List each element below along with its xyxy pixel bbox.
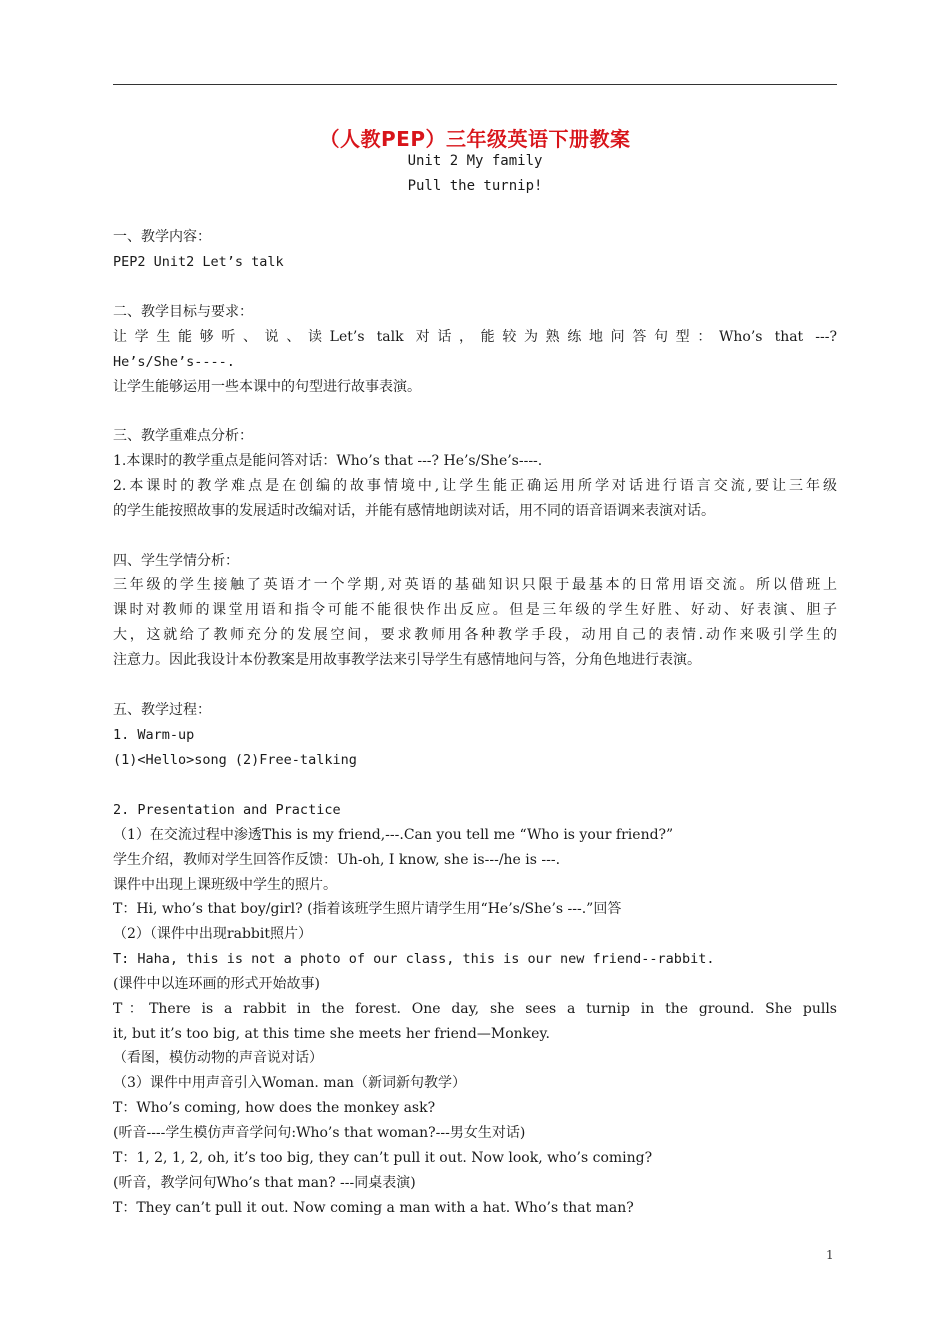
header-rule <box>113 84 837 85</box>
lesson-subtitle: Pull the turnip! <box>407 178 543 194</box>
section-heading: 五、教学过程： <box>113 702 211 718</box>
page-number: 1 <box>826 1248 834 1262</box>
document-title: （人教PEP）三年级英语下册教案 <box>319 127 631 151</box>
section-heading: 一、教学内容： <box>113 229 211 245</box>
paragraph-line: it, but it’s too big, at this time she meets her friend—Monkey. <box>113 1026 550 1042</box>
paragraph-line: 大，这就给了教师充分的发展空间，要求教师用各种教学手段，动用自己的表情.动作来吸引学生的 <box>113 627 837 643</box>
paragraph-line: He’s/She’s----. <box>113 354 235 370</box>
paragraph-line: (听音，教学问句Who’s that man? ---同桌表演) <box>113 1175 416 1191</box>
paragraph-line: （3）课件中用声音引入Woman. man（新词新句教学） <box>113 1075 466 1091</box>
paragraph-line: 课件中出现上课班级中学生的照片。 <box>113 877 337 893</box>
paragraph-line: （1）在交流过程中渗透This is my friend,---.Can you tell me “Who is your friend?” <box>113 827 674 843</box>
paragraph-line: (1)<Hello>song (2)Free-talking <box>113 752 357 768</box>
paragraph-line: 课时对教师的课堂用语和指令可能不能很快作出反应。但是三年级的学生好胜、好动、好表演、胆子 <box>113 602 837 618</box>
paragraph-line: 1. Warm-up <box>113 727 195 743</box>
section-heading: 二、教学目标与要求： <box>113 304 253 320</box>
paragraph-line: T：Hi, who’s that boy/girl? (指着该班学生照片请学生用“He’s/She’s ---.”回答 <box>113 901 622 917</box>
paragraph-line: PEP2 Unit2 Let’s talk <box>113 254 284 270</box>
paragraph-line: 2. Presentation and Practice <box>113 802 341 818</box>
paragraph-line: 让学生能够运用一些本课中的句型进行故事表演。 <box>113 379 421 395</box>
paragraph-line: 的学生能按照故事的发展适时改编对话，并能有感情地朗读对话，用不同的语音语调来表演对话。 <box>113 503 715 519</box>
section-heading: 三、教学重难点分析： <box>113 428 253 444</box>
unit-subtitle: Unit 2 My family <box>407 153 543 169</box>
paragraph-line: 学生介绍，教师对学生回答作反馈：Uh-oh, I know, she is---/he is ---. <box>113 852 561 868</box>
paragraph-line: 1.本课时的教学重点是能问答对话：Who’s that ---? He’s/She’s----. <box>113 453 543 469</box>
paragraph-line: T：1, 2, 1, 2, oh, it’s too big, they can’t pull it out. Now look, who’s coming? <box>113 1150 653 1166</box>
paragraph-line: （看图，模仿动物的声音说对话） <box>113 1050 323 1066</box>
section-heading: 四、学生学情分析： <box>113 553 239 569</box>
paragraph-line: (课件中以连环画的形式开始故事) <box>113 976 320 992</box>
paragraph-line: T：They can’t pull it out. Now coming a man with a hat. Who’s that man? <box>113 1200 634 1216</box>
paragraph-line: T：Who’s coming, how does the monkey ask? <box>113 1100 436 1116</box>
paragraph-line: （2）（课件中出现rabbit照片） <box>113 926 312 942</box>
paragraph-line: (听音----学生模仿声音学问句:Who’s that woman?---男女生对话) <box>113 1125 526 1141</box>
paragraph-line: 让学生能够听、说、读Let’s talk 对话，能较为熟练地问答句型：Who’s that ---? <box>113 329 837 345</box>
paragraph-line: 2.本课时的教学难点是在创编的故事情境中,让学生能正确运用所学对话进行语言交流,要让三年级 <box>113 478 837 494</box>
paragraph-line: 注意力。因此我设计本份教案是用故事教学法来引导学生有感情地问与答，分角色地进行表演。 <box>113 652 701 668</box>
paragraph-line: 三年级的学生接触了英语才一个学期,对英语的基础知识只限于最基本的日常用语交流。所以借班上 <box>113 577 837 593</box>
paragraph-line: T: Haha, this is not a photo of our class, this is our new friend--rabbit. <box>113 951 715 967</box>
paragraph-line: T：There is a rabbit in the forest. One day, she sees a turnip in the ground. She pulls <box>113 1001 837 1017</box>
